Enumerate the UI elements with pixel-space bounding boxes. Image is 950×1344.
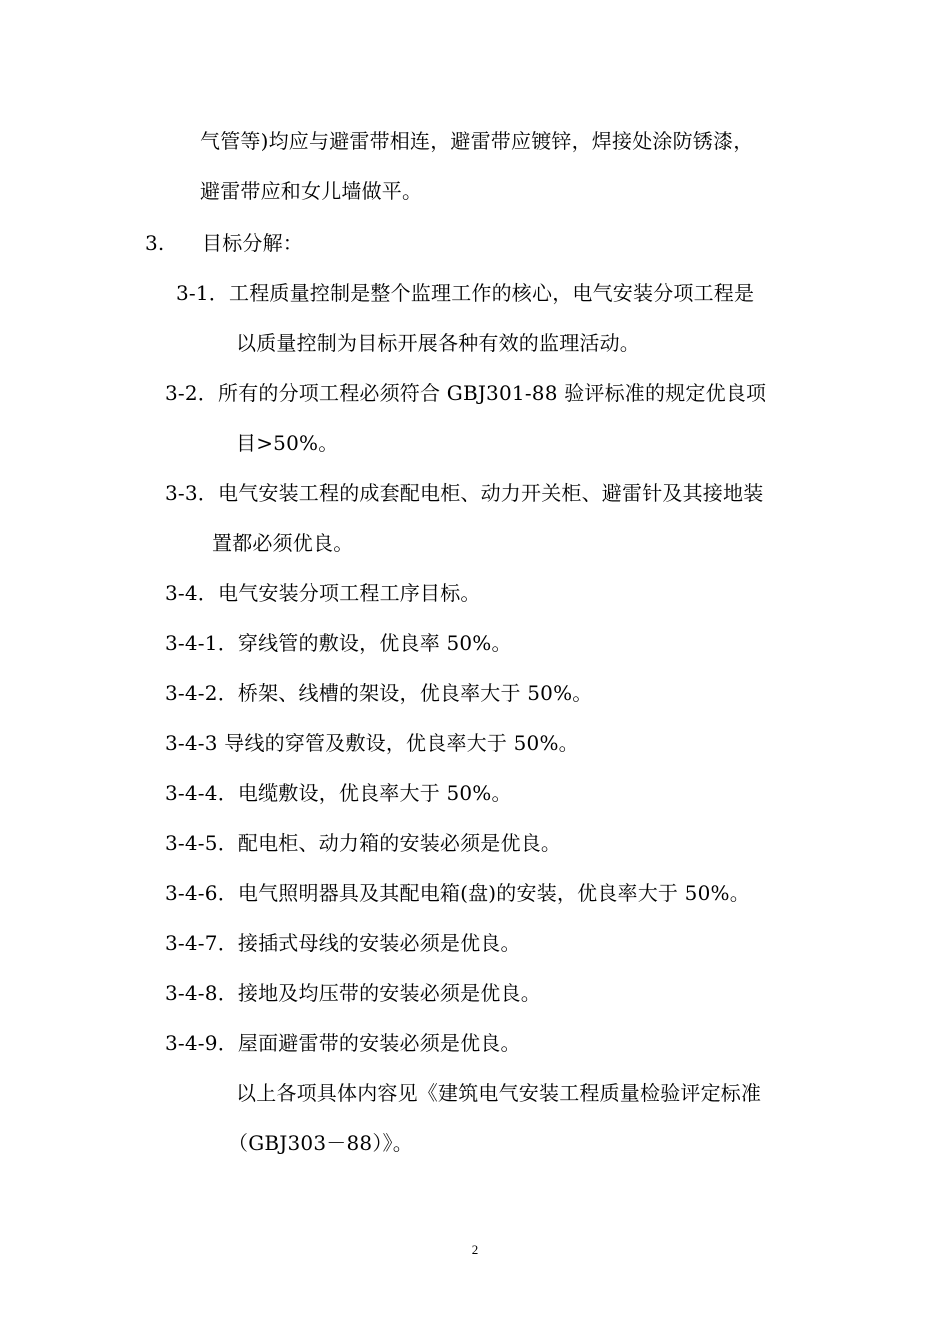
page-number: 2 [471,1242,479,1257]
section-number: 3. [145,231,165,255]
paragraph-line: 3-2．所有的分项工程必须符合 GBJ301-88 验评标准的规定优良项 [165,381,767,405]
section-heading: 目标分解： [202,231,303,255]
list-item: 3-4-7．接插式母线的安装必须是优良。 [165,931,521,955]
paragraph-line: 3-1．工程质量控制是整个监理工作的核心，电气安装分项工程是 [176,281,755,305]
paragraph-line: 以质量控制为目标开展各种有效的监理活动。 [236,331,640,355]
list-item: 3-4-4．电缆敷设，优良率大于 50%。 [165,781,512,805]
list-item: 3-4-2．桥架、线槽的架设，优良率大于 50%。 [165,681,593,705]
paragraph-line: 3-3．电气安装工程的成套配电柜、动力开关柜、避雷针及其接地装 [165,481,764,505]
list-item: 3-4-1．穿线管的敷设，优良率 50%。 [165,631,512,655]
list-item: 3-4-8．接地及均压带的安装必须是优良。 [165,981,541,1005]
list-item: 3-4-5．配电柜、动力箱的安装必须是优良。 [165,831,562,855]
paragraph-line: 目>50%。 [236,431,339,455]
paragraph-line: 以上各项具体内容见《建筑电气安装工程质量检验评定标准 [236,1081,762,1105]
paragraph-line: 避雷带应和女儿墙做平。 [200,179,423,203]
list-item: 3-4-6．电气照明器具及其配电箱(盘)的安装，优良率大于 50%。 [165,881,750,905]
paragraph-line: 气管等)均应与避雷带相连，避雷带应镀锌，焊接处涂防锈漆， [200,129,754,153]
paragraph-line: （GBJ303－88）》。 [228,1131,413,1155]
paragraph-line: 置都必须优良。 [212,531,354,555]
list-item: 3-4．电气安装分项工程工序目标。 [165,581,481,605]
list-item: 3-4-9．屋面避雷带的安装必须是优良。 [165,1031,521,1055]
list-item: 3-4-3 导线的穿管及敷设，优良率大于 50%。 [165,731,579,755]
